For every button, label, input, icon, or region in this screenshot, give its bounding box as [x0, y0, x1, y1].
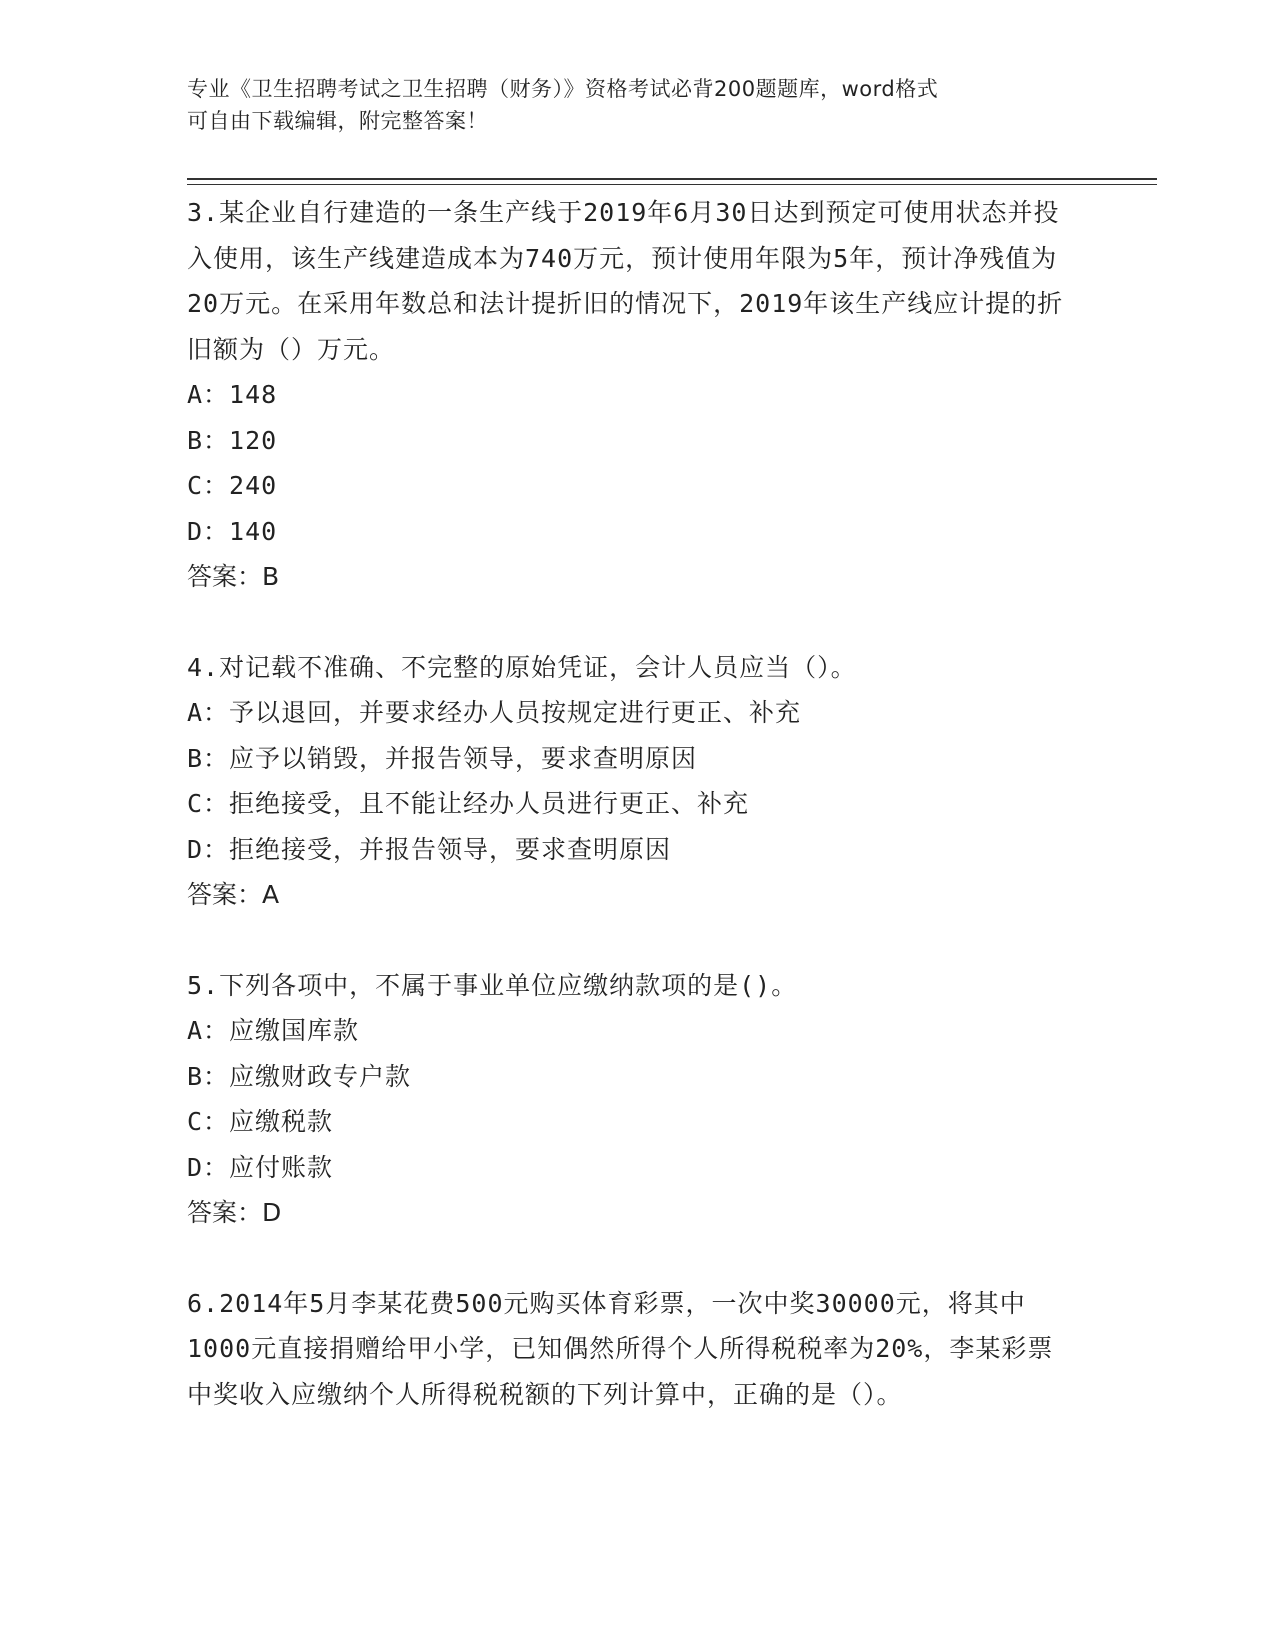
- header-line-2: 可自由下载编辑，附完整答案！: [187, 109, 488, 133]
- option-a: A：予以退回，并要求经办人员按规定进行更正、补充: [187, 698, 802, 727]
- question-3: [187, 190, 1067, 600]
- option-c: C：240: [187, 471, 278, 500]
- option-d: D：140: [187, 516, 278, 546]
- answer-line: 答案：D: [187, 1198, 282, 1227]
- question-text: 3.某企业自行建造的一条生产线于2019年6月30日达到预定可使用状态并投入使用，该生产线建造成本为740万元，预计使用年限为5年，预计净残值为20万元。在采用年数总和法计提折旧的情况下，2019年该生产线应计提的折旧额为（）万元。: [187, 198, 1064, 364]
- question-text: 5.下列各项中，不属于事业单位应缴纳款项的是()。: [187, 970, 798, 1000]
- question-spacer: [187, 1236, 1067, 1281]
- answer-line: 答案：B: [187, 562, 280, 591]
- question-6: [187, 1281, 1067, 1418]
- question-text: 4.对记载不准确、不完整的原始凭证，会计人员应当（）。: [187, 652, 857, 682]
- header-rule-thick: [187, 178, 1157, 180]
- question-spacer: [187, 600, 1067, 645]
- option-d: D：拒绝接受，并报告领导，要求查明原因: [187, 834, 672, 864]
- option-b: B：120: [187, 425, 278, 455]
- question-text: 6.2014年5月李某花费500元购买体育彩票，一次中奖30000元，将其中1000元直接捐赠给甲小学，已知偶然所得个人所得税税率为20%，李某彩票中奖收入应缴纳个人所得税税额的下列计算中，正确的是（）。: [187, 1288, 1054, 1409]
- question-5: [187, 963, 1067, 1236]
- option-c: C：拒绝接受，且不能让经办人员进行更正、补充: [187, 789, 750, 818]
- option-b: B：应予以销毁，并报告领导，要求查明原因: [187, 743, 698, 773]
- option-a: A：148: [187, 380, 278, 409]
- option-d: D：应付账款: [187, 1152, 334, 1182]
- header-line-1: 专业《卫生招聘考试之卫生招聘（财务）》资格考试必背200题题库，word格式: [187, 77, 939, 101]
- option-b: B：应缴财政专户款: [187, 1061, 412, 1091]
- question-4: [187, 645, 1067, 918]
- answer-line: 答案：A: [187, 880, 280, 909]
- document-header: [187, 73, 1087, 137]
- question-list: [187, 190, 1067, 1417]
- option-a: A：应缴国库款: [187, 1016, 360, 1045]
- question-spacer: [187, 918, 1067, 963]
- header-rule-thin: [187, 184, 1157, 185]
- option-c: C：应缴税款: [187, 1107, 334, 1136]
